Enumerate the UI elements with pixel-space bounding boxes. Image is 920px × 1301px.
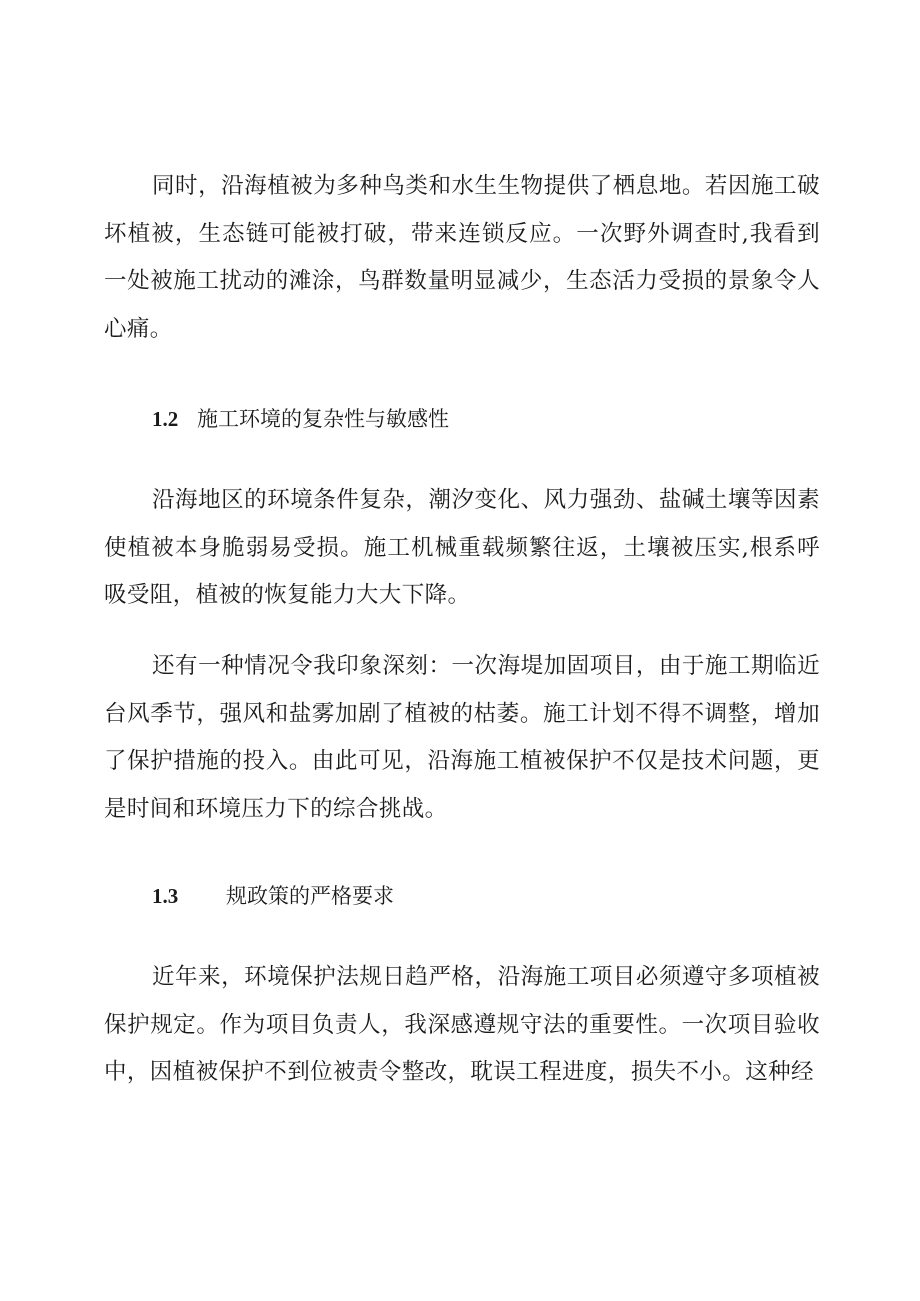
paragraph-seawall-case: 还有一种情况令我印象深刻：一次海堤加固项目，由于施工期临近台风季节，强风和盐雾加剧了植被的枯萎。施工计划不得不调整，增加了保护措施的投入。由此可见，沿海施工植被保护不仅是技术问题，更是时间和环境压力下的综合挑战。 bbox=[104, 653, 820, 822]
paragraph-coastal-habitat: 同时，沿海植被为多种鸟类和水生生物提供了栖息地。若因施工破坏植被，生态链可能被打破，带来连锁反应。一次野外调查时,我看到一处被施工扰动的滩涂，鸟群数量明显减少，生态活力受损的景象令人心痛。 bbox=[104, 173, 820, 342]
section-number: 1.2 bbox=[152, 407, 179, 431]
section-number: 1.3 bbox=[152, 884, 179, 908]
paragraph-environment-complexity: 沿海地区的环境条件复杂，潮汐变化、风力强劲、盐碱土壤等因素使植被本身脆弱易受损。施工机械重载频繁往返，土壤被压实,根系呼吸受阻，植被的恢复能力大大下降。 bbox=[104, 487, 820, 608]
paragraph-regulations: 近年来，环境保护法规日趋严格，沿海施工项目必须遵守多项植被保护规定。作为项目负责人，我深感遵规守法的重要性。一次项目验收中，因植被保护不到位被责令整改，耽误工程进度，损失不小。这种经 bbox=[104, 964, 820, 1085]
section-title: 规政策的严格要求 bbox=[226, 884, 394, 908]
section-heading-1-3 bbox=[152, 881, 394, 911]
section-title: 施工环境的复杂性与敏感性 bbox=[197, 407, 449, 431]
section-heading-1-2 bbox=[152, 404, 449, 434]
